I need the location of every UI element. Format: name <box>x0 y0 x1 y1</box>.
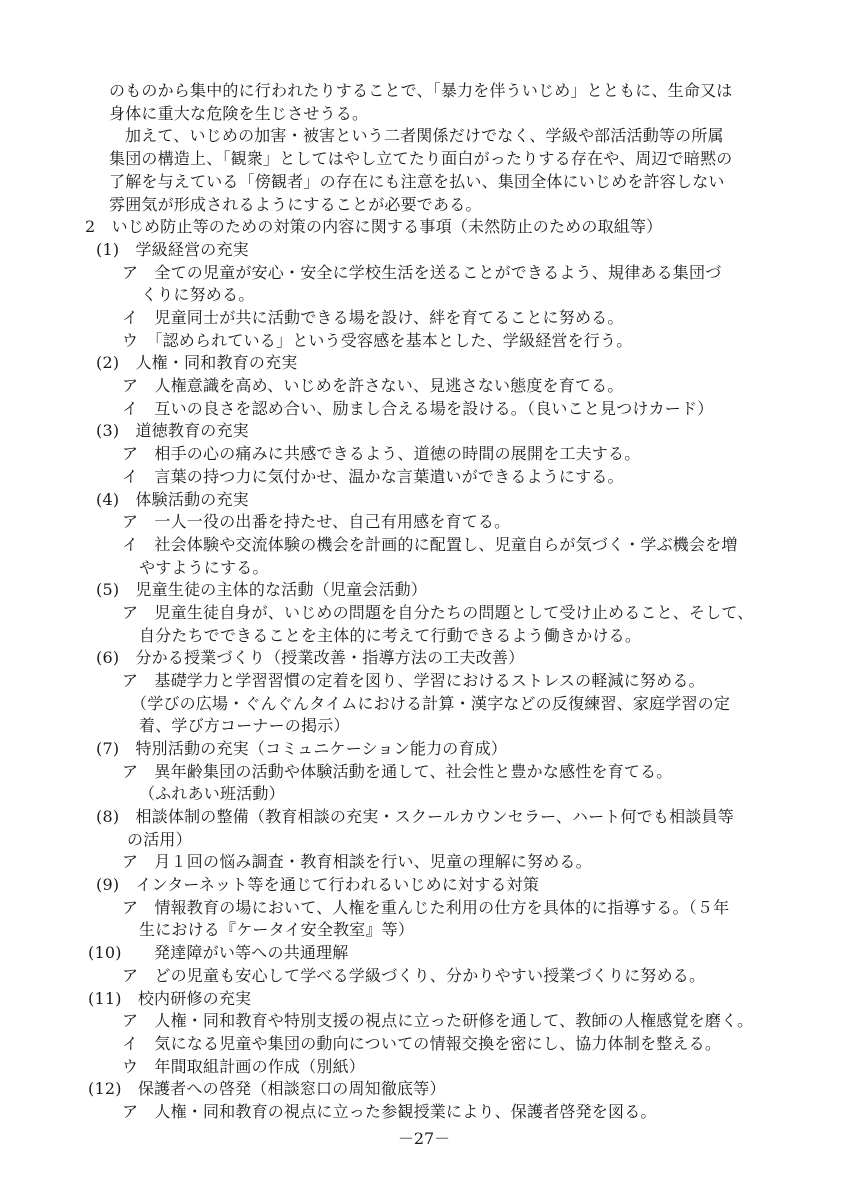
item-7-a-note: （ふれあい班活動） <box>139 784 285 803</box>
item-12-heading: (12) 保護者への啓発（相談窓口の周知徹底等） <box>88 1079 446 1098</box>
item-6-a-note-line-1: （学びの広場・ぐんぐんタイムにおける計算・漢字などの反復練習、家庭学習の定 <box>131 694 731 713</box>
item-1-b: イ 児童同士が共に活動できる場を設け、絆を育てることに努める。 <box>122 308 624 327</box>
item-2-heading: (2) 人権・同和教育の充実 <box>96 353 298 372</box>
item-1-c: ウ 「認められている」という受容感を基本とした、学級経営を行う。 <box>122 331 633 350</box>
page-number: －27－ <box>397 1129 451 1148</box>
item-5-heading: (5) 児童生徒の主体的な活動（児童会活動） <box>96 580 428 599</box>
item-3-heading: (3) 道徳教育の充実 <box>96 421 249 440</box>
intro-line-4: 集団の構造上、「観衆」としてはやし立てたり面白がったりする存在や、周辺で暗黙の <box>109 149 733 168</box>
item-10-a: ア どの児童も安心して学べる学級づくり、分かりやすい授業づくりに努める。 <box>122 966 706 985</box>
item-8-heading: (8) 相談体制の整備（教育相談の充実・スクールカウンセラー、ハート何でも相談員等 <box>96 807 734 826</box>
item-1-a-line-1: ア 全ての児童が安心・安全に学校生活を送ることができるよう、規律ある集団づ <box>122 263 722 282</box>
intro-line-3: 加えて、いじめの加害・被害という二者関係だけでなく、学級や部活活動等の所属 <box>125 126 724 145</box>
item-2-b: イ 互いの良さを認め合い、励まし合える場を設ける。（良いこと見つけカード） <box>122 399 714 418</box>
item-11-c: ウ 年間取組計画の作成（別紙） <box>122 1057 366 1076</box>
item-4-heading: (4) 体験活動の充実 <box>96 490 249 509</box>
intro-line-1: のものから集中的に行われたりすることで、「暴力を伴ういじめ」とともに、生命又は <box>109 81 733 100</box>
item-1-a-line-2: くりに努める。 <box>141 285 255 304</box>
item-4-b-line-1: イ 社会体験や交流体験の機会を計画的に配置し、児童自らが気づく・学ぶ機会を増 <box>122 535 738 554</box>
item-7-a: ア 異年齢集団の活動や体験活動を通して、社会性と豊かな感性を育てる。 <box>122 762 673 781</box>
item-6-a-note-line-2: 着、学び方コーナーの掲示） <box>139 716 350 735</box>
item-2-a: ア 人権意識を高め、いじめを許さない、見逃さない態度を育てる。 <box>122 376 624 395</box>
item-4-a: ア 一人一役の出番を持たせ、自己有用感を育てる。 <box>122 512 511 531</box>
item-6-heading: (6) 分かる授業づくり（授業改善・指導方法の工夫改善） <box>96 648 525 667</box>
item-7-heading: (7) 特別活動の充実（コミュニケーション能力の育成） <box>96 739 508 758</box>
intro-line-5: 了解を与えている「傍観者」の存在にも注意を払い、集団全体にいじめを許容しない <box>109 172 725 191</box>
item-9-a: ア 情報教育の場において、人権を重んじた利用の仕方を具体的に指導する。（５年 <box>122 898 730 917</box>
item-11-heading: (11) 校内研修の充実 <box>88 989 252 1008</box>
item-8-heading-line-2: の活用） <box>127 830 192 849</box>
item-3-b: イ 言葉の持つ力に気付かせ、温かな言葉遣いができるようにする。 <box>122 467 624 486</box>
item-9-a-line-2: 生における『ケータイ安全教室』等） <box>139 920 415 939</box>
section-2-heading: 2 いじめ防止等のための対策の内容に関する事項（未然防止のための取組等） <box>85 217 663 236</box>
item-5-a-line-2: 自分たちでできることを主体的に考えて行動できるよう働きかける。 <box>139 626 642 645</box>
item-3-a: ア 相手の心の痛みに共感できるよう、道徳の時間の展開を工夫する。 <box>122 444 641 463</box>
item-4-b-line-2: やすようにする。 <box>139 558 269 577</box>
item-10-heading: (10) 発達障がい等への共通理解 <box>88 943 349 962</box>
item-8-a: ア 月１回の悩み調査・教育相談を行い、児童の理解に努める。 <box>122 852 592 871</box>
intro-line-2: 身体に重大な危険を生じさせうる。 <box>109 104 369 123</box>
item-9-heading: (9) インターネット等を通じて行われるいじめに対する対策 <box>96 875 540 894</box>
item-1-heading: (1) 学級経営の充実 <box>96 240 249 259</box>
item-11-a: ア 人権・同和教育や特別支援の視点に立った研修を通して、教師の人権感覚を磨く。 <box>122 1011 754 1030</box>
intro-line-6: 雰囲気が形成されるようにすることが必要である。 <box>109 195 482 214</box>
item-6-a: ア 基礎学力と学習習慣の定着を図り、学習におけるストレスの軽減に努める。 <box>122 671 705 690</box>
item-12-a: ア 人権・同和教育の視点に立った参観授業により、保護者啓発を図る。 <box>122 1102 657 1121</box>
item-11-b: イ 気になる児童や集団の動向についての情報交換を密にし、協力体制を整える。 <box>122 1034 722 1053</box>
item-5-a-line-1: ア 児童生徒自身が、いじめの問題を自分たちの問題として受け止めること、そして、 <box>122 603 754 622</box>
